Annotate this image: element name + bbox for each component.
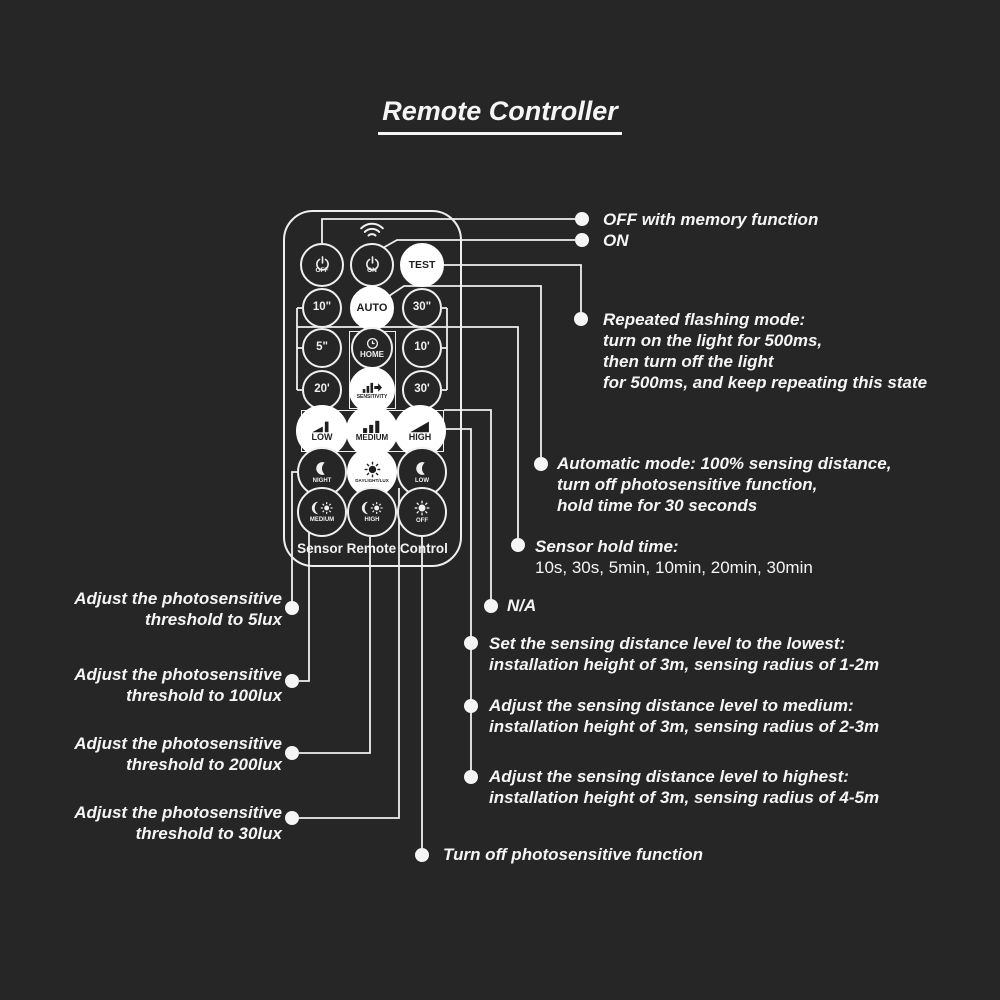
lux-high-button[interactable]: HIGH (347, 487, 397, 537)
sensitivity-button[interactable]: SENSITIVITY (349, 367, 395, 413)
wifi-signal-icon (359, 222, 385, 240)
page-title: Remote Controller (0, 96, 1000, 135)
annotation-distance-lowest: Set the sensing distance level to the lowest: installation height of 3m, sensing radius of 1-2m (489, 634, 880, 674)
annotation-on: ON (603, 231, 629, 250)
auto-button[interactable]: AUTO (350, 286, 394, 330)
lux-medium-button[interactable]: MEDIUM (297, 487, 347, 537)
night-button[interactable]: NIGHT (297, 447, 347, 497)
moon-sun-icon (310, 501, 334, 515)
annotation-automatic-mode: Automatic mode: 100% sensing distance, turn off photosensitive function, hold time for 30 seconds (557, 454, 892, 515)
sun-icon (414, 500, 430, 516)
time-20m-button[interactable]: 20' (302, 370, 342, 410)
annotation-distance-medium: Adjust the sensing distance level to medium: installation height of 3m, sensing radius of 2-3m (489, 696, 880, 736)
home-button[interactable]: HOME (351, 327, 393, 369)
moon-icon (315, 461, 330, 476)
distance-medium-button[interactable]: MEDIUM (346, 405, 398, 457)
annotation-threshold-100lux: Adjust the photosensitive threshold to 100lux (74, 665, 282, 705)
bars-arrow-icon (362, 381, 382, 394)
on-button[interactable]: ON (350, 243, 394, 287)
annotation-off-memory: OFF with memory function (603, 210, 819, 229)
ramp-medium-icon (361, 420, 383, 433)
annotation-distance-highest: Adjust the sensing distance level to highest: installation height of 3m, sensing radius of 4-5m (489, 767, 880, 807)
time-30s-button[interactable]: 30" (402, 288, 442, 328)
daylight-lux-button[interactable]: DAYLIGHT/LUX (347, 447, 397, 497)
lux-low-button[interactable]: LOW (397, 447, 447, 497)
annotation-repeated-flashing: Repeated flashing mode: turn on the light for 500ms, then turn off the light for 500ms, and keep repeating this state (603, 310, 928, 392)
time-10s-button[interactable]: 10" (302, 288, 342, 328)
lux-off-button[interactable]: OFF (397, 487, 447, 537)
annotation-photosensitive-off: Turn off photosensitive function (443, 845, 704, 864)
annotation-threshold-30lux: Adjust the photosensitive threshold to 30lux (74, 803, 282, 843)
test-button[interactable]: TEST (400, 243, 444, 287)
off-button[interactable]: OFF (300, 243, 344, 287)
distance-high-button[interactable]: HIGH (394, 405, 446, 457)
distance-low-button[interactable]: LOW (296, 405, 348, 457)
time-10m-button[interactable]: 10' (402, 328, 442, 368)
moon-icon (415, 461, 430, 476)
sun-icon (364, 461, 381, 478)
annotation-threshold-5lux: Adjust the photosensitive threshold to 5lux (74, 589, 282, 629)
annotation-threshold-200lux: Adjust the photosensitive threshold to 200lux (74, 734, 282, 774)
annotation-na: N/A (507, 596, 537, 615)
annotation-sensor-hold-time: Sensor hold time: 10s, 30s, 5min, 10min, 20min, 30min (535, 537, 813, 577)
time-5-button[interactable]: 5" (302, 328, 342, 368)
clock-icon (366, 337, 379, 350)
remote-footer-label: Sensor Remote Control (297, 541, 448, 556)
moon-sun-icon (360, 501, 384, 515)
time-30m-button[interactable]: 30' (402, 370, 442, 410)
